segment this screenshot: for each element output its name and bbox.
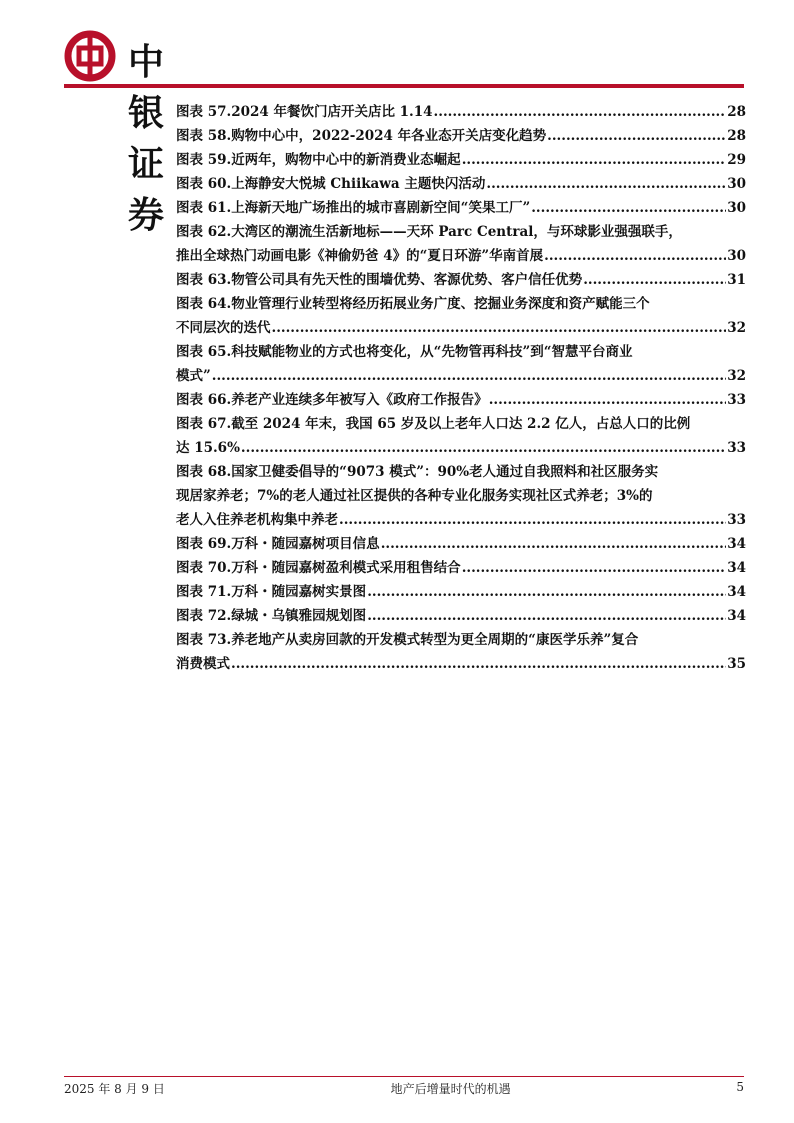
toc-entry-title: 养老地产从卖房回款的开发模式转型为更全周期的“康医学乐养”复合: [231, 632, 639, 648]
toc-page-number: 30: [727, 248, 746, 264]
toc-entry-title: 科技赋能物业的方式也将变化，从“先物管再科技”到“智慧平台商业: [231, 344, 633, 360]
footer-title: 地产后增量时代的机遇: [390, 1082, 511, 1096]
toc-entry-line: [176, 508, 746, 532]
toc-leader-dots: [462, 148, 727, 172]
toc-entry-label: 图表 62.: [176, 224, 232, 240]
figure-list: [176, 100, 746, 676]
header-divider: [64, 84, 744, 88]
toc-entry-line: [176, 604, 746, 628]
toc-entry-title: 消费模式: [176, 656, 230, 672]
toc-entry-label: 图表 71.: [176, 584, 232, 600]
toc-entry-line: [176, 556, 746, 580]
toc-entry[interactable]: [176, 148, 746, 172]
toc-leader-dots: [272, 316, 727, 340]
toc-page-number: 28: [727, 128, 746, 144]
bank-of-china-logo-icon: [64, 30, 116, 82]
toc-entry-label: 图表 68.: [176, 464, 232, 480]
toc-entry-label: 图表 63.: [176, 272, 232, 288]
toc-entry-title: 购物中心中，2022-2024 年各业态开关店变化趋势: [231, 128, 547, 144]
toc-entry-title: 上海静安大悦城 Chiikawa 主题快闪活动: [231, 176, 486, 192]
toc-entry[interactable]: [176, 124, 746, 148]
toc-entry-title: 万科・随园嘉树实景图: [231, 584, 367, 600]
toc-entry[interactable]: [176, 292, 746, 340]
toc-leader-dots: [212, 364, 726, 388]
toc-entry-line: [176, 268, 746, 292]
toc-page-number: 30: [727, 176, 746, 192]
toc-page-number: 32: [727, 320, 746, 336]
toc-leader-dots: [367, 604, 726, 628]
toc-entry-title: 老人入住养老机构集中养老: [176, 512, 338, 528]
toc-entry-line: [176, 292, 746, 316]
toc-leader-dots: [583, 268, 726, 292]
toc-entry[interactable]: [176, 532, 746, 556]
toc-entry[interactable]: [176, 388, 746, 412]
toc-entry-line: [176, 220, 746, 244]
toc-entry-line: [176, 340, 746, 364]
toc-entry[interactable]: [176, 604, 746, 628]
toc-entry-line: [176, 148, 746, 172]
toc-entry-line: [176, 652, 746, 676]
toc-entry-line: [176, 436, 746, 460]
toc-entry-line: [176, 196, 746, 220]
toc-entry[interactable]: [176, 412, 746, 460]
toc-entry-title: 推出全球热门动画电影《神偷奶爸 4》的“夏日环游”华南首展: [176, 248, 544, 264]
toc-entry[interactable]: [176, 460, 746, 532]
toc-entry[interactable]: [176, 556, 746, 580]
toc-entry-label: 图表 69.: [176, 536, 232, 552]
toc-entry-line: [176, 388, 746, 412]
toc-entry-line: [176, 100, 746, 124]
toc-page-number: 28: [727, 104, 746, 120]
toc-page-number: 29: [727, 152, 746, 168]
toc-entry-title: 上海新天地广场推出的城市喜剧新空间“笑果工厂”: [231, 200, 531, 216]
toc-entry-title: 截至 2024 年末，我国 65 岁及以上老年人口达 2.2 亿人，占总人口的比例: [231, 416, 691, 432]
toc-entry-line: [176, 532, 746, 556]
toc-leader-dots: [339, 508, 726, 532]
toc-leader-dots: [241, 436, 726, 460]
toc-entry-line: [176, 124, 746, 148]
toc-entry-line: [176, 244, 746, 268]
toc-entry[interactable]: [176, 268, 746, 292]
toc-page-number: 34: [727, 560, 746, 576]
toc-entry-line: [176, 172, 746, 196]
toc-entry-label: 图表 61.: [176, 200, 232, 216]
toc-page-number: 30: [727, 200, 746, 216]
toc-entry-label: 图表 57.: [176, 104, 232, 120]
toc-leader-dots: [434, 100, 727, 124]
toc-entry-line: [176, 460, 746, 484]
toc-entry-label: 图表 67.: [176, 416, 232, 432]
toc-entry-title: 万科・随园嘉树盈利模式采用租售结合: [231, 560, 461, 576]
toc-entry-line: [176, 412, 746, 436]
toc-page-number: 33: [727, 440, 746, 456]
toc-entry-line: [176, 364, 746, 388]
toc-entry[interactable]: [176, 580, 746, 604]
toc-entry-title: 国家卫健委倡导的“9073 模式”：90%老人通过自我照料和社区服务实: [231, 464, 659, 480]
toc-entry-label: 图表 58.: [176, 128, 232, 144]
toc-page-number: 34: [727, 608, 746, 624]
toc-leader-dots: [231, 652, 726, 676]
toc-entry-title: 近两年，购物中心中的新消费业态崛起: [231, 152, 461, 168]
toc-entry-title: 不同层次的迭代: [176, 320, 271, 336]
toc-page-number: 34: [727, 584, 746, 600]
footer-divider: [64, 1076, 744, 1077]
toc-entry[interactable]: [176, 220, 746, 268]
toc-entry[interactable]: [176, 172, 746, 196]
page-number: 5: [736, 1080, 744, 1094]
toc-leader-dots: [367, 580, 726, 604]
toc-leader-dots: [462, 556, 727, 580]
toc-entry-title: 养老产业连续多年被写入《政府工作报告》: [231, 392, 488, 408]
toc-leader-dots: [544, 244, 726, 268]
toc-entry-label: 图表 59.: [176, 152, 232, 168]
toc-entry[interactable]: [176, 100, 746, 124]
toc-page-number: 32: [727, 368, 746, 384]
toc-page-number: 33: [727, 392, 746, 408]
toc-page-number: 35: [727, 656, 746, 672]
toc-entry-label: 图表 65.: [176, 344, 232, 360]
toc-page-number: 33: [727, 512, 746, 528]
toc-entry-line: [176, 316, 746, 340]
toc-entry-title: 物管公司具有先天性的围墙优势、客源优势、客户信任优势: [231, 272, 583, 288]
toc-entry-line: [176, 580, 746, 604]
toc-entry-title: 大湾区的潮流生活新地标——天环 Parc Central，与环球影业强强联手，: [231, 224, 682, 240]
toc-entry-title: 万科・随园嘉树项目信息: [231, 536, 380, 552]
brand-name: 中银证券: [128, 42, 171, 236]
toc-leader-dots: [486, 172, 726, 196]
toc-leader-dots: [489, 388, 727, 412]
toc-entry[interactable]: [176, 340, 746, 388]
toc-entry-title: 2024 年餐饮门店开关店比 1.14: [231, 104, 433, 120]
toc-entry-label: 图表 60.: [176, 176, 232, 192]
toc-entry[interactable]: [176, 196, 746, 220]
toc-entry-line: [176, 484, 746, 508]
toc-entry-title: 物业管理行业转型将经历拓展业务广度、挖掘业务深度和资产赋能三个: [231, 296, 650, 312]
toc-leader-dots: [547, 124, 726, 148]
toc-leader-dots: [531, 196, 726, 220]
toc-entry-title: 绿城・乌镇雅园规划图: [231, 608, 367, 624]
toc-entry-title: 达 15.6%: [176, 440, 240, 456]
toc-entry-title: 现居家养老；7%的老人通过社区提供的各种专业化服务实现社区式养老；3%的: [176, 488, 653, 504]
toc-leader-dots: [381, 532, 727, 556]
toc-page-number: 31: [727, 272, 746, 288]
footer-date: 2025 年 8 月 9 日: [64, 1082, 165, 1096]
toc-entry-label: 图表 72.: [176, 608, 232, 624]
toc-entry-label: 图表 64.: [176, 296, 232, 312]
toc-entry-label: 图表 66.: [176, 392, 232, 408]
toc-entry-line: [176, 628, 746, 652]
page-footer: [64, 1080, 744, 1097]
toc-entry-label: 图表 70.: [176, 560, 232, 576]
toc-entry-label: 图表 73.: [176, 632, 232, 648]
toc-entry-title: 模式”: [176, 368, 211, 384]
toc-page-number: 34: [727, 536, 746, 552]
toc-entry[interactable]: [176, 628, 746, 676]
